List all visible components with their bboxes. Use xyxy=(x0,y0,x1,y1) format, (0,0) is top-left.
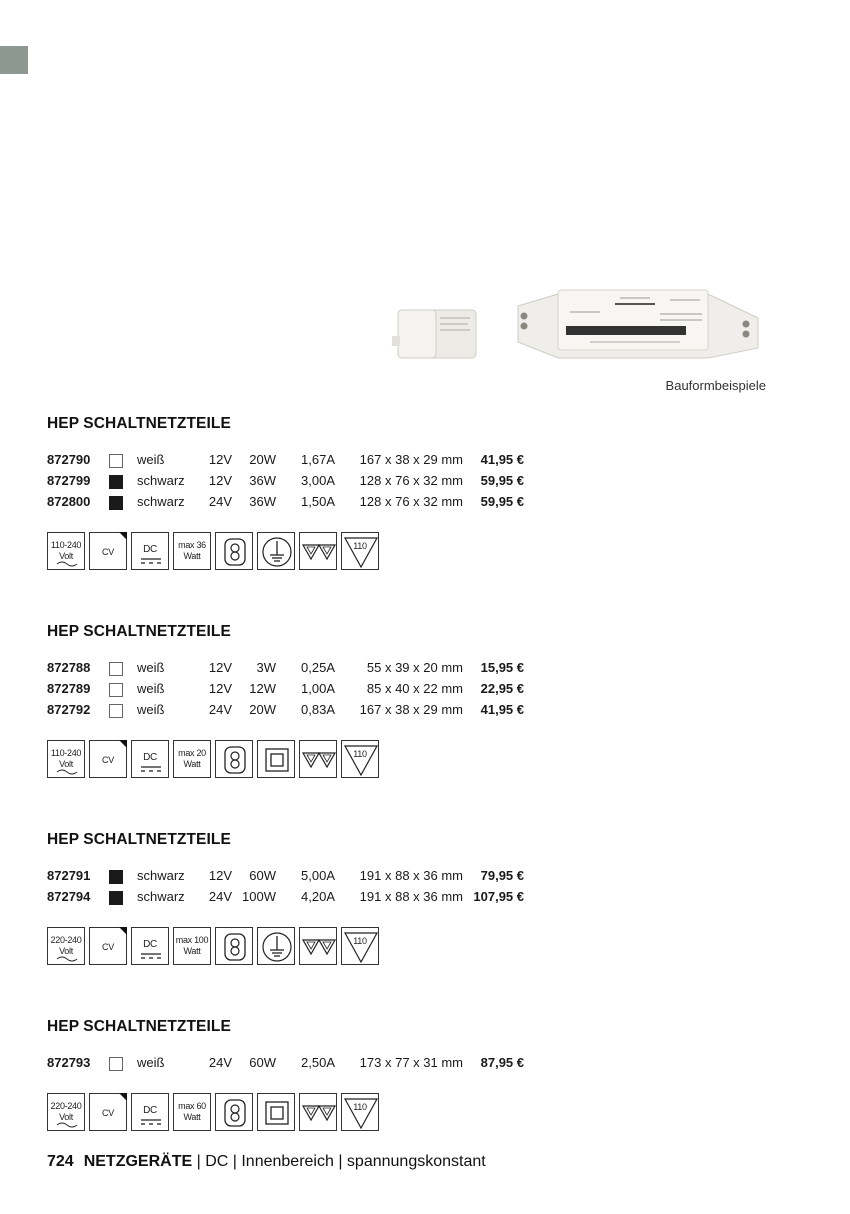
input-voltage-range: 220-240 xyxy=(50,1101,82,1111)
dimensions: 173 x 77 x 31 mm xyxy=(359,1055,463,1070)
article-number: 872792 xyxy=(47,702,91,717)
output-voltage: 12V xyxy=(208,681,232,696)
page-footer xyxy=(47,1153,486,1171)
output-voltage: 24V xyxy=(208,494,232,509)
output-current: 2,50A xyxy=(301,1055,335,1070)
color-swatch xyxy=(109,1057,123,1071)
max-power-unit: Watt xyxy=(183,759,201,769)
price: 41,95 € xyxy=(480,702,524,717)
output-power: 12W xyxy=(249,681,276,696)
dimensions: 191 x 88 x 36 mm xyxy=(359,889,463,904)
temperature-rating-icon xyxy=(341,532,379,570)
output-current: 3,00A xyxy=(301,473,335,488)
dc-output-icon xyxy=(131,740,169,778)
input-voltage-range: 110-240 xyxy=(50,748,82,758)
section-title: HEP SCHALTNETZTEILE xyxy=(47,623,231,640)
product-section xyxy=(47,831,547,956)
color-name: weiß xyxy=(137,702,165,717)
large-driver-image xyxy=(518,290,758,358)
color-swatch xyxy=(109,891,123,905)
color-name: weiß xyxy=(137,660,165,675)
product-section xyxy=(47,415,547,561)
dimensions: 167 x 38 x 29 mm xyxy=(359,702,463,717)
color-name: weiß xyxy=(137,1055,165,1070)
output-current: 0,83A xyxy=(301,702,335,717)
protective-earth-icon xyxy=(257,532,295,570)
article-number: 872799 xyxy=(47,473,91,488)
image-caption: Bauformbeispiele xyxy=(665,378,766,393)
input-voltage-range: 110-240 xyxy=(50,540,82,550)
page-number: 724 xyxy=(47,1153,74,1170)
cv-label: CV xyxy=(102,547,114,557)
dimensions: 167 x 38 x 29 mm xyxy=(359,452,463,467)
temperature-value: 110 xyxy=(353,1102,367,1112)
safety-transformer-icon xyxy=(215,927,253,965)
color-swatch xyxy=(109,454,123,468)
dc-label: DC xyxy=(143,939,157,950)
output-voltage: 12V xyxy=(208,473,232,488)
output-voltage: 24V xyxy=(208,1055,232,1070)
double-insulation-icon xyxy=(257,740,295,778)
safety-transformer-icon xyxy=(215,740,253,778)
temperature-value: 110 xyxy=(353,749,367,759)
constant-voltage-icon xyxy=(89,927,127,965)
price: 59,95 € xyxy=(480,494,524,509)
output-current: 4,20A xyxy=(301,889,335,904)
small-driver-image xyxy=(392,310,476,358)
output-current: 5,00A xyxy=(301,868,335,883)
product-image xyxy=(390,282,770,372)
output-power: 60W xyxy=(249,868,276,883)
price: 79,95 € xyxy=(480,868,524,883)
article-number: 872789 xyxy=(47,681,91,696)
output-power: 20W xyxy=(249,702,276,717)
dimensions: 85 x 40 x 22 mm xyxy=(366,681,463,696)
section-title: HEP SCHALTNETZTEILE xyxy=(47,1018,231,1035)
dimensions: 55 x 39 x 20 mm xyxy=(366,660,463,675)
max-power-icon xyxy=(173,532,211,570)
dimensions: 128 x 76 x 32 mm xyxy=(359,473,463,488)
temperature-value: 110 xyxy=(353,541,367,551)
dc-label: DC xyxy=(143,544,157,555)
max-power-label: max 60 xyxy=(178,1101,206,1111)
furniture-mount-icon xyxy=(299,927,337,965)
color-swatch xyxy=(109,662,123,676)
color-name: weiß xyxy=(137,452,165,467)
output-voltage: 24V xyxy=(208,702,232,717)
max-power-icon xyxy=(173,927,211,965)
price: 22,95 € xyxy=(480,681,524,696)
cv-label: CV xyxy=(102,1108,114,1118)
footer-details: | DC | Innenbereich | spannungskonstant xyxy=(192,1153,486,1170)
dc-label: DC xyxy=(143,1105,157,1116)
article-number: 872790 xyxy=(47,452,91,467)
safety-transformer-icon xyxy=(215,532,253,570)
output-current: 1,50A xyxy=(301,494,335,509)
output-voltage: 12V xyxy=(208,660,232,675)
color-swatch xyxy=(109,704,123,718)
output-voltage: 12V xyxy=(208,452,232,467)
furniture-mount-icon xyxy=(299,1093,337,1131)
section-title: HEP SCHALTNETZTEILE xyxy=(47,415,231,432)
input-voltage-icon xyxy=(47,740,85,778)
double-insulation-icon xyxy=(257,1093,295,1131)
price: 15,95 € xyxy=(480,660,524,675)
output-current: 0,25A xyxy=(301,660,335,675)
input-voltage-unit: Volt xyxy=(59,551,73,561)
color-swatch xyxy=(109,496,123,510)
color-swatch xyxy=(109,475,123,489)
color-swatch xyxy=(109,683,123,697)
footer-category: NETZGERÄTE xyxy=(83,1153,193,1170)
product-section xyxy=(47,1018,547,1122)
article-number: 872794 xyxy=(47,889,91,904)
constant-voltage-icon xyxy=(89,1093,127,1131)
price: 41,95 € xyxy=(480,452,524,467)
price: 87,95 € xyxy=(480,1055,524,1070)
max-power-icon xyxy=(173,740,211,778)
constant-voltage-icon xyxy=(89,532,127,570)
output-power: 3W xyxy=(256,660,276,675)
max-power-unit: Watt xyxy=(183,1112,201,1122)
input-voltage-icon xyxy=(47,927,85,965)
output-power: 20W xyxy=(249,452,276,467)
dc-label: DC xyxy=(143,752,157,763)
cv-label: CV xyxy=(102,755,114,765)
color-name: schwarz xyxy=(137,889,185,904)
article-number: 872791 xyxy=(47,868,91,883)
max-power-unit: Watt xyxy=(183,946,201,956)
output-voltage: 24V xyxy=(208,889,232,904)
output-power: 36W xyxy=(249,473,276,488)
max-power-label: max 36 xyxy=(178,540,206,550)
output-power: 60W xyxy=(249,1055,276,1070)
output-current: 1,00A xyxy=(301,681,335,696)
temperature-rating-icon xyxy=(341,1093,379,1131)
color-name: schwarz xyxy=(137,473,185,488)
temperature-rating-icon xyxy=(341,927,379,965)
article-number: 872800 xyxy=(47,494,91,509)
max-power-label: max 100 xyxy=(175,935,209,945)
input-voltage-range: 220-240 xyxy=(50,935,82,945)
color-swatch xyxy=(109,870,123,884)
protective-earth-icon xyxy=(257,927,295,965)
dimensions: 191 x 88 x 36 mm xyxy=(359,868,463,883)
dimensions: 128 x 76 x 32 mm xyxy=(359,494,463,509)
temperature-value: 110 xyxy=(353,936,367,946)
price: 59,95 € xyxy=(480,473,524,488)
article-number: 872788 xyxy=(47,660,91,675)
color-name: schwarz xyxy=(137,868,185,883)
input-voltage-unit: Volt xyxy=(59,759,73,769)
input-voltage-icon xyxy=(47,1093,85,1131)
constant-voltage-icon xyxy=(89,740,127,778)
input-voltage-unit: Volt xyxy=(59,1112,73,1122)
color-name: weiß xyxy=(137,681,165,696)
max-power-unit: Watt xyxy=(183,551,201,561)
color-name: schwarz xyxy=(137,494,185,509)
furniture-mount-icon xyxy=(299,740,337,778)
safety-transformer-icon xyxy=(215,1093,253,1131)
max-power-label: max 20 xyxy=(178,748,206,758)
output-power: 36W xyxy=(249,494,276,509)
input-voltage-icon xyxy=(47,532,85,570)
section-title: HEP SCHALTNETZTEILE xyxy=(47,831,231,848)
product-section xyxy=(47,623,547,769)
price: 107,95 € xyxy=(473,889,524,904)
cv-label: CV xyxy=(102,942,114,952)
output-voltage: 12V xyxy=(208,868,232,883)
dc-output-icon xyxy=(131,532,169,570)
dc-output-icon xyxy=(131,927,169,965)
temperature-rating-icon xyxy=(341,740,379,778)
output-current: 1,67A xyxy=(301,452,335,467)
dc-output-icon xyxy=(131,1093,169,1131)
furniture-mount-icon xyxy=(299,532,337,570)
section-marker-tab xyxy=(0,46,28,74)
input-voltage-unit: Volt xyxy=(59,946,73,956)
article-number: 872793 xyxy=(47,1055,91,1070)
max-power-icon xyxy=(173,1093,211,1131)
output-power: 100W xyxy=(242,889,276,904)
